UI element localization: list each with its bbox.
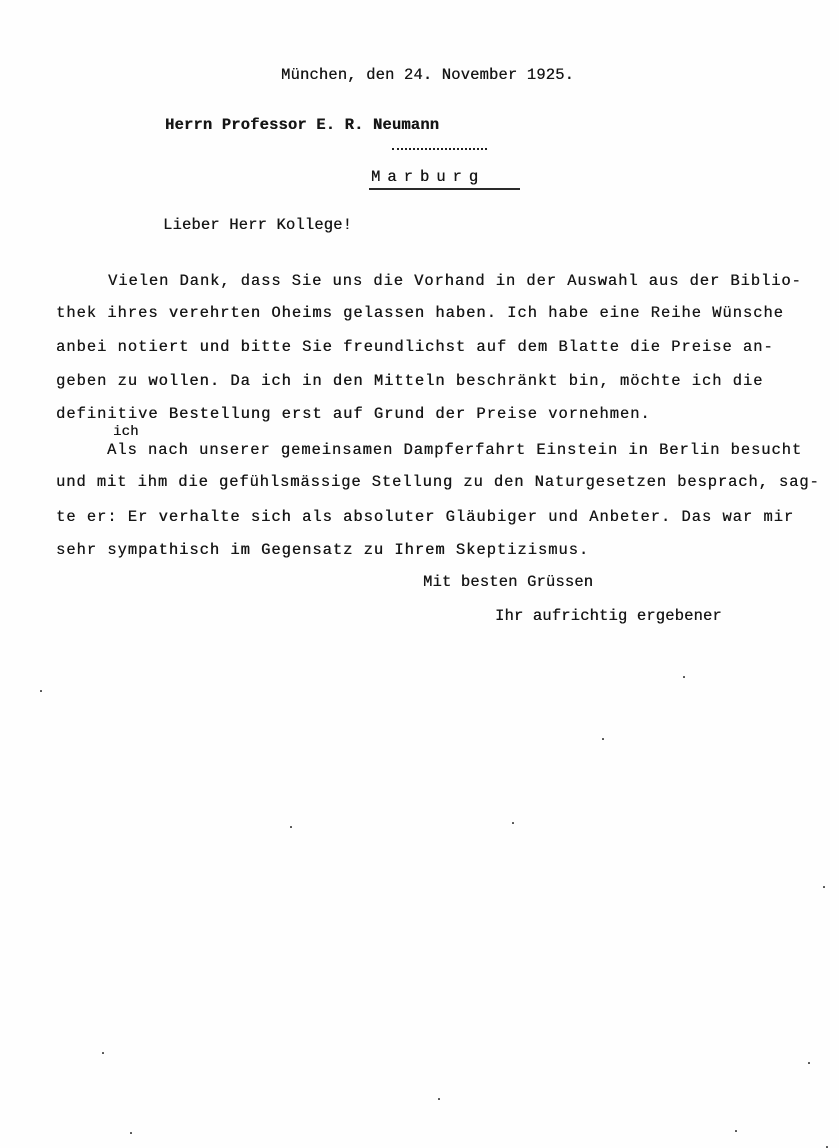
scan-speck bbox=[290, 826, 292, 828]
scan-speck bbox=[735, 1130, 737, 1132]
date-line: München, den 24. November 1925. bbox=[281, 66, 574, 84]
sign-off-line: Ihr aufrichtig ergebener bbox=[495, 607, 722, 625]
city-underline bbox=[369, 188, 520, 190]
body-line-8: te er: Er verhalte sich als absoluter Gläubiger und Anbeter. Das war mir bbox=[56, 508, 795, 526]
body-line-4: geben zu wollen. Da ich in den Mitteln beschränkt bin, möchte ich die bbox=[56, 372, 764, 390]
salutation: Lieber Herr Kollege! bbox=[163, 216, 353, 234]
body-line-2: thek ihres verehrten Oheims gelassen haben. Ich habe eine Reihe Wünsche bbox=[56, 304, 784, 322]
scan-speck bbox=[683, 676, 685, 678]
scan-speck bbox=[40, 690, 42, 692]
closing-line: Mit besten Grüssen bbox=[423, 573, 594, 591]
scan-speck bbox=[130, 1132, 132, 1134]
scan-speck bbox=[512, 822, 514, 824]
scan-speck bbox=[823, 886, 825, 888]
body-line-1: Vielen Dank, dass Sie uns die Vorhand in der Auswahl aus der Biblio- bbox=[108, 272, 802, 290]
recipient-line: Herrn Professor E. R. Neumann bbox=[165, 116, 440, 134]
handwritten-insertion: ich bbox=[113, 424, 139, 440]
scan-speck bbox=[438, 1098, 440, 1100]
body-line-7: und mit ihm die gefühlsmässige Stellung zu den Naturgesetzen besprach, sag- bbox=[56, 473, 820, 491]
scan-speck bbox=[602, 738, 604, 740]
city-line: Marburg bbox=[371, 168, 486, 186]
scan-speck bbox=[826, 1146, 828, 1148]
body-line-3: anbei notiert und bitte Sie freundlichst auf dem Blatte die Preise an- bbox=[56, 338, 774, 356]
body-line-5: definitive Bestellung erst auf Grund der Preise vornehmen. bbox=[56, 405, 651, 423]
recipient-underline bbox=[392, 148, 487, 150]
body-line-6: Als nach unserer gemeinsamen Dampferfahrt Einstein in Berlin besucht bbox=[107, 441, 803, 459]
body-line-9: sehr sympathisch im Gegensatz zu Ihrem Skeptizismus. bbox=[56, 541, 590, 559]
scan-speck bbox=[808, 1062, 810, 1064]
scan-speck bbox=[102, 1052, 104, 1054]
